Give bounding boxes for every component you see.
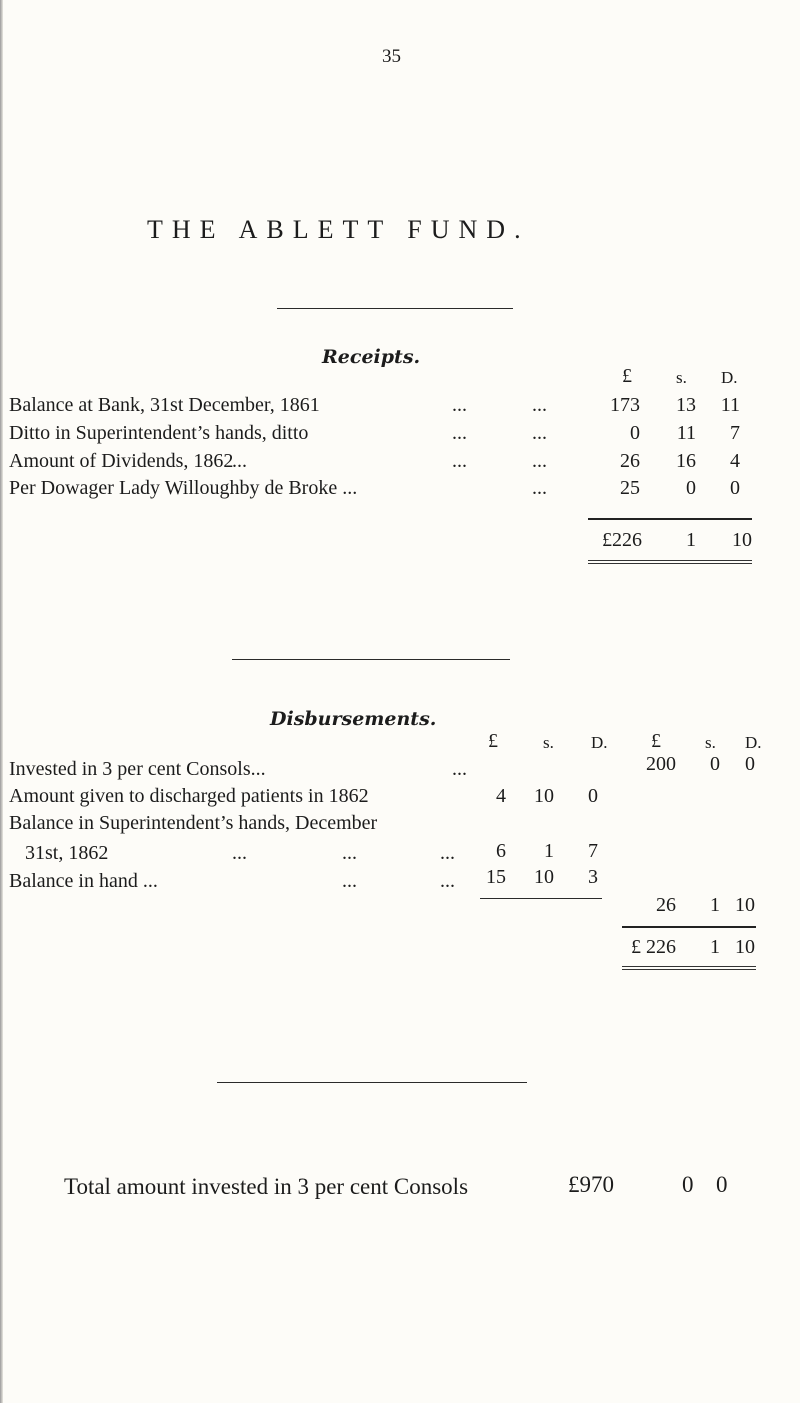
- leader-dots: ...: [440, 870, 455, 892]
- footer-shillings: 0: [682, 1172, 694, 1197]
- list-item-label: Invested in 3 per cent Consols...: [9, 758, 266, 780]
- leader-dots: ...: [440, 842, 455, 864]
- col-head-shillings: s.: [676, 368, 687, 387]
- outer-col-head-pence: D.: [745, 733, 762, 752]
- leader-dots: ...: [342, 870, 357, 892]
- inner-pence: 0: [588, 785, 598, 807]
- outer-shillings: 0: [710, 753, 720, 775]
- subtotal-rule: [480, 898, 602, 899]
- list-item-label: Amount given to discharged patients in 1862: [9, 785, 369, 807]
- leader-dots: ...: [532, 477, 547, 499]
- footer-pounds: £970: [568, 1172, 614, 1197]
- list-item-label: Ditto in Superintendent’s hands, ditto: [9, 422, 309, 444]
- list-item-label: Balance in Superintendent’s hands, December: [9, 812, 378, 834]
- amount-shillings: 0: [686, 477, 696, 499]
- leader-dots: ...: [532, 394, 547, 416]
- leader-dots: ...: [232, 450, 247, 472]
- inner-shillings: 10: [534, 866, 554, 888]
- amount-shillings: 13: [676, 394, 696, 416]
- page-edge: [0, 0, 3, 1403]
- amount-pounds: 173: [610, 394, 640, 416]
- receipts-total-pounds: £226: [602, 529, 642, 551]
- leader-dots: ...: [342, 842, 357, 864]
- outer-col-head-pounds: £: [651, 730, 661, 752]
- inner-pounds: 6: [496, 840, 506, 862]
- amount-pounds: 0: [630, 422, 640, 444]
- amount-pounds: 26: [620, 450, 640, 472]
- leader-dots: ...: [232, 842, 247, 864]
- page-number: 35: [382, 46, 401, 67]
- amount-shillings: 11: [676, 422, 696, 444]
- footer-label: Total amount invested in 3 per cent Consols: [64, 1174, 469, 1199]
- outer-pounds: 200: [646, 753, 676, 775]
- amount-shillings: 16: [676, 450, 696, 472]
- inner-col-head-pence: D.: [591, 733, 608, 752]
- leader-dots: ...: [452, 394, 467, 416]
- disbursements-total-pounds: £ 226: [631, 936, 676, 958]
- outer-pence: 0: [745, 753, 755, 775]
- receipts-total-pence: 10: [732, 529, 752, 551]
- inner-pence: 3: [588, 866, 598, 888]
- subtotal-shillings: 1: [710, 894, 720, 916]
- page-title: THE ABLETT FUND.: [147, 215, 530, 244]
- amount-pounds: 25: [620, 477, 640, 499]
- inner-pounds: 4: [496, 785, 506, 807]
- list-item-label: Amount of Dividends, 1862: [9, 450, 234, 472]
- double-rule: [588, 560, 752, 564]
- list-item-label: 31st, 1862: [25, 842, 109, 864]
- inner-pence: 7: [588, 840, 598, 862]
- divider-rule: [232, 659, 510, 660]
- leader-dots: ...: [452, 450, 467, 472]
- receipts-heading: Receipts.: [322, 346, 421, 368]
- col-head-pounds: £: [622, 365, 632, 387]
- leader-dots: ...: [452, 422, 467, 444]
- amount-pence: 4: [730, 450, 740, 472]
- double-rule: [622, 966, 756, 970]
- total-rule: [622, 926, 756, 928]
- total-rule: [588, 518, 752, 520]
- inner-pounds: 15: [486, 866, 506, 888]
- list-item-label: Balance at Bank, 31st December, 1861: [9, 394, 320, 416]
- amount-pence: 11: [720, 394, 740, 416]
- footer-pence: 0: [716, 1172, 728, 1197]
- list-item-label: Balance in hand ...: [9, 870, 158, 892]
- inner-col-head-pounds: £: [488, 730, 498, 752]
- inner-col-head-shillings: s.: [543, 733, 554, 752]
- inner-shillings: 10: [534, 785, 554, 807]
- receipts-total-shillings: 1: [686, 529, 696, 551]
- amount-pence: 0: [730, 477, 740, 499]
- subtotal-pence: 10: [735, 894, 755, 916]
- amount-pence: 7: [730, 422, 740, 444]
- disbursements-total-pence: 10: [735, 936, 755, 958]
- col-head-pence: D.: [721, 368, 738, 387]
- subtotal-pounds: 26: [656, 894, 676, 916]
- inner-shillings: 1: [544, 840, 554, 862]
- divider-rule: [217, 1082, 527, 1083]
- disbursements-total-shillings: 1: [710, 936, 720, 958]
- leader-dots: ...: [452, 758, 467, 780]
- outer-col-head-shillings: s.: [705, 733, 716, 752]
- leader-dots: ...: [532, 422, 547, 444]
- leader-dots: ...: [532, 450, 547, 472]
- disbursements-heading: Disbursements.: [270, 708, 437, 730]
- divider-rule: [277, 308, 513, 309]
- list-item-label: Per Dowager Lady Willoughby de Broke ...: [9, 477, 358, 499]
